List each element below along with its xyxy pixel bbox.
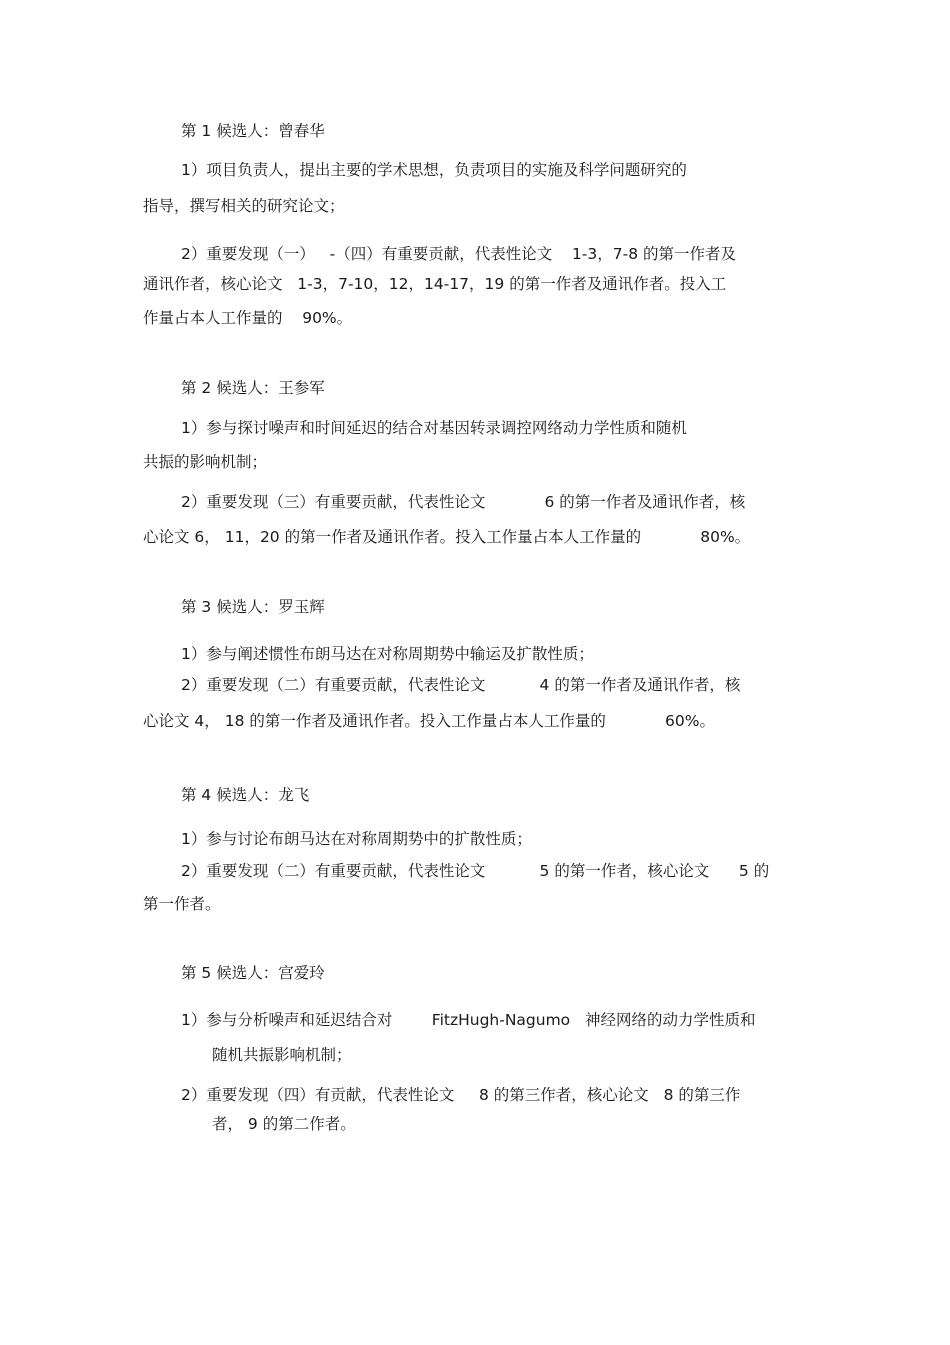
candidate-2-line-4: 心论文 6， 11，20 的第一作者及通讯作者。投入工作量占本人工作量的 80%。 <box>143 528 751 546</box>
candidate-3-heading: 第 3 候选人：罗玉辉 <box>181 598 325 616</box>
candidate-4-heading: 第 4 候选人：龙飞 <box>181 786 310 804</box>
candidate-1-line-5: 作量占本人工作量的 90%。 <box>143 309 353 327</box>
candidate-5-line-1: 1）参与分析噪声和延迟结合对 FitzHugh-Nagumo 神经网络的动力学性质和 <box>181 1011 756 1029</box>
candidate-3-line-1: 1）参与阐述惯性布朗马达在对称周期势中输运及扩散性质； <box>181 645 594 663</box>
candidate-3-line-3: 心论文 4， 18 的第一作者及通讯作者。投入工作量占本人工作量的 60%。 <box>143 712 715 730</box>
candidate-5-line-4: 者， 9 的第二作者。 <box>212 1115 356 1133</box>
candidate-2-line-2: 共振的影响机制； <box>143 453 268 471</box>
candidate-2-line-1: 1）参与探讨噪声和时间延迟的结合对基因转录调控网络动力学性质和随机 <box>181 419 687 437</box>
candidate-5-heading: 第 5 候选人：宫爱玲 <box>181 964 325 982</box>
candidate-1-line-3: 2）重要发现（一） -（四）有重要贡献，代表性论文 1-3，7-8 的第一作者及 <box>181 245 737 263</box>
candidate-5-line-2: 随机共振影响机制； <box>212 1046 352 1064</box>
candidate-2-heading: 第 2 候选人：王参军 <box>181 379 325 397</box>
candidate-1-line-2: 指导，撰写相关的研究论文； <box>143 197 345 215</box>
candidate-4-line-3: 第一作者。 <box>143 895 221 913</box>
candidate-1-line-4: 通讯作者，核心论文 1-3，7-10，12，14-17，19 的第一作者及通讯作者。投入工 <box>143 275 727 293</box>
candidate-3-line-2: 2）重要发现（二）有重要贡献，代表性论文 4 的第一作者及通讯作者，核 <box>181 676 741 694</box>
candidate-4-line-2: 2）重要发现（二）有重要贡献，代表性论文 5 的第一作者，核心论文 5 的 <box>181 862 770 880</box>
candidate-1-line-1: 1）项目负责人，提出主要的学术思想，负责项目的实施及科学问题研究的 <box>181 161 687 179</box>
candidate-5-line-3: 2）重要发现（四）有贡献，代表性论文 8 的第三作者，核心论文 8 的第三作 <box>181 1086 741 1104</box>
candidate-1-heading: 第 1 候选人：曾春华 <box>181 122 325 140</box>
candidate-4-line-1: 1）参与讨论布朗马达在对称周期势中的扩散性质； <box>181 830 532 848</box>
candidate-2-line-3: 2）重要发现（三）有重要贡献，代表性论文 6 的第一作者及通讯作者，核 <box>181 493 746 511</box>
